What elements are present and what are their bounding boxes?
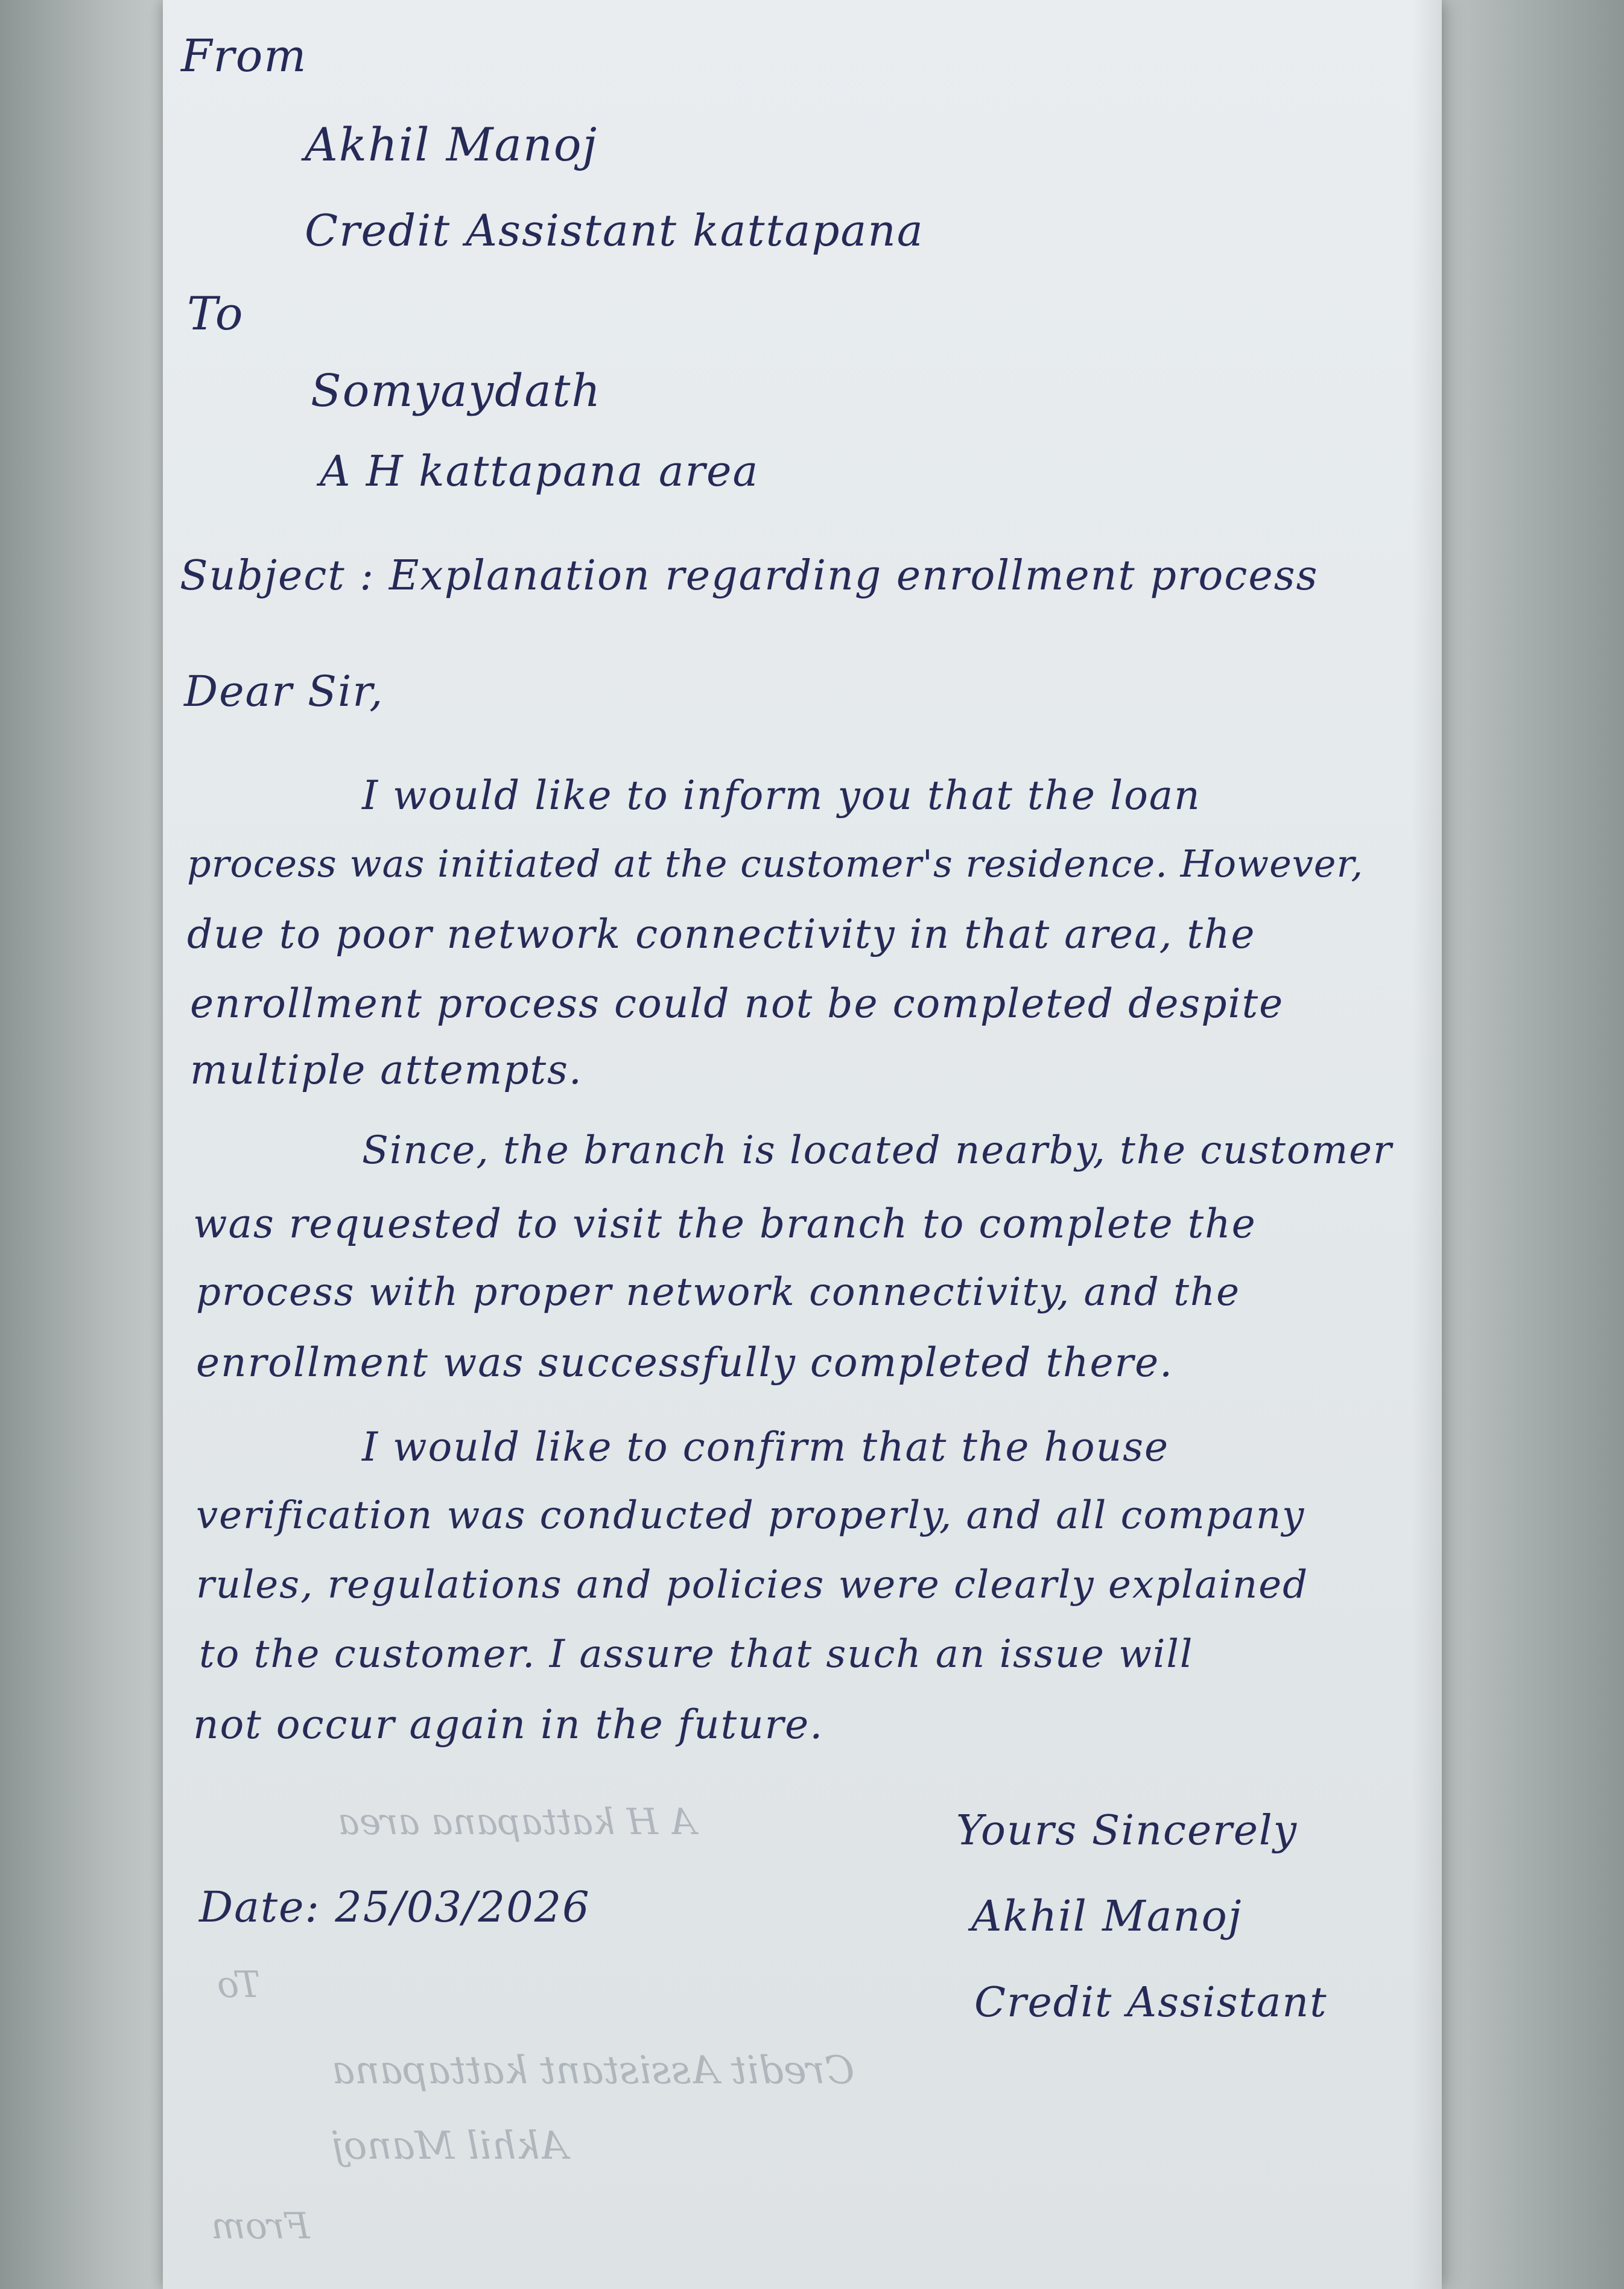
body-line: I would like to inform you that the loan xyxy=(362,772,1201,819)
signature-title: Credit Assistant xyxy=(974,1979,1328,2027)
from-label: From xyxy=(181,30,308,82)
body-line: to the customer. I assure that such an issue will xyxy=(199,1632,1194,1677)
body-line: verification was conducted properly, and all company xyxy=(196,1493,1305,1538)
body-line: due to poor network connectivity in that area, the xyxy=(187,911,1256,957)
body-line: Since, the branch is located nearby, the customer xyxy=(362,1128,1393,1173)
show-through-line: Akhil Manoj xyxy=(332,2124,568,2168)
sender-title: Credit Assistant kattapana xyxy=(305,205,924,256)
body-line: enrollment was successfully completed there. xyxy=(196,1339,1174,1386)
body-line: not occur again in the future. xyxy=(193,1701,824,1748)
salutation: Dear Sir, xyxy=(184,667,384,716)
recipient-name: Somyaydath xyxy=(311,365,602,417)
background-left xyxy=(0,0,181,2289)
body-line: I would like to confirm that the house xyxy=(362,1424,1170,1470)
recipient-title: A H kattapana area xyxy=(320,446,760,496)
signature-name: Akhil Manoj xyxy=(971,1891,1243,1941)
to-label: To xyxy=(187,287,244,340)
sender-name: Akhil Manoj xyxy=(305,118,598,171)
paper-edge-shadow xyxy=(1412,0,1442,2289)
subject-line: Subject : Explanation regarding enrollment process xyxy=(180,552,1319,600)
body-line: rules, regulations and policies were clearly explained xyxy=(196,1563,1309,1607)
body-line: was requested to visit the branch to complete the xyxy=(193,1201,1257,1247)
show-through-line: Credit Assistant kattapana xyxy=(332,2048,855,2093)
show-through-line: A H kattapana area xyxy=(338,1801,696,1843)
body-line: process with proper network connectivity, and the xyxy=(196,1270,1240,1315)
body-line: enrollment process could not be completed despite xyxy=(190,980,1284,1027)
closing: Yours Sincerely xyxy=(956,1807,1298,1855)
body-line: multiple attempts. xyxy=(190,1047,583,1093)
body-line: process was initiated at the customer's residence. However, xyxy=(187,842,1364,886)
date: Date: 25/03/2026 xyxy=(199,1882,591,1932)
show-through-line: To xyxy=(217,1964,261,2006)
show-through-line: From xyxy=(211,2205,310,2247)
